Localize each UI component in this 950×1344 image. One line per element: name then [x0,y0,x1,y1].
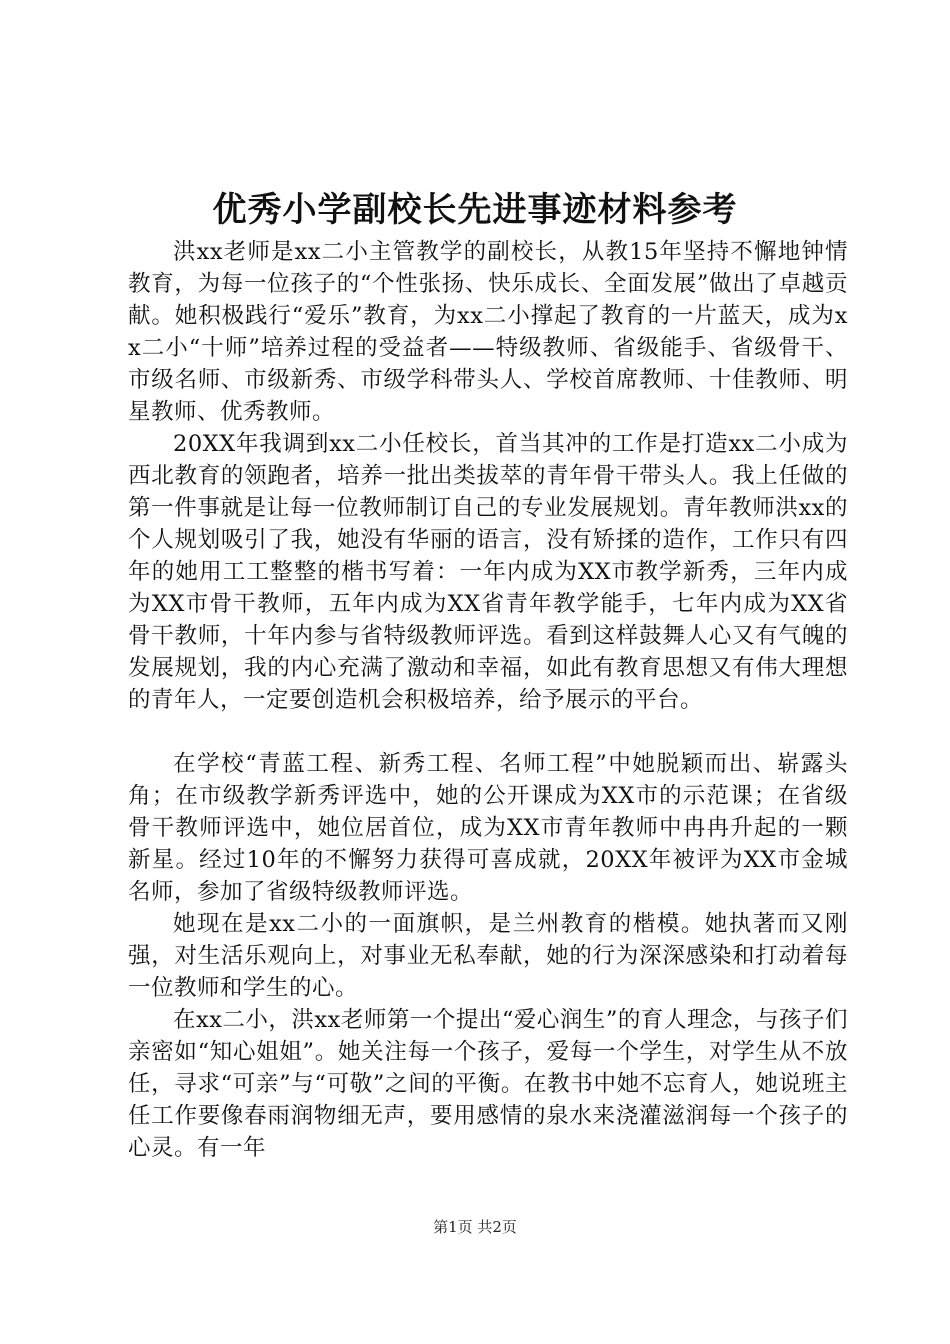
paragraph-1: 洪xx老师是xx二小主管教学的副校长，从教15年坚持不懈地钟情教育，为每一位孩子的“个性张扬、快乐成长、全面发展”做出了卓越贡献。她积极践行“爱乐”教育，为xx二小撑起了教育的一片蓝天，成为xx二小“十师”培养过程的受益者——特级教师、省级能手、省级骨干、市级名师、市级新秀、市级学科带头人、学校首席教师、十佳教师、明星教师、优秀教师。 [128,239,848,425]
page-number-footer: 第1页 共2页 [433,1218,517,1236]
paragraph-4: 她现在是xx二小的一面旗帜，是兰州教育的楷模。她执著而又刚强，对生活乐观向上，对事业无私奉献，她的行为深深感染和打动着每一位教师和学生的心。 [128,911,848,1001]
paragraph-5: 在xx二小，洪xx老师第一个提出“爱心润生”的育人理念，与孩子们亲密如“知心姐姐”。她关注每一个孩子，爱每一个学生，对学生从不放任，寻求“可亲”与“可敬”之间的平衡。在教书中她不忘育人，她说班主任工作要像春雨润物细无声，要用感情的泉水来浇灌滋润每一个孩子的心灵。有一年 [128,1007,848,1161]
paragraph-2: 20XX年我调到xx二小任校长，首当其冲的工作是打造xx二小成为西北教育的领跑者，培养一批出类拔萃的青年骨干带头人。我上任做的第一件事就是让每一位教师制订自己的专业发展规划。青年教师洪xx的个人规划吸引了我，她没有华丽的语言，没有矫揉的造作，工作只有四年的她用工工整整的楷书写着：一年内成为XX市教学新秀，三年内成为XX市骨干教师，五年内成为XX省青年教学能手，七年内成为XX省骨干教师，十年内参与省特级教师评选。看到这样鼓舞人心又有气魄的发展规划，我的内心充满了激动和幸福，如此有教育思想又有伟大理想的青年人，一定要创造机会积极培养，给予展示的平台。 [128,431,848,713]
paragraph-3: 在学校“青蓝工程、新秀工程、名师工程”中她脱颖而出、崭露头角；在市级教学新秀评选中，她的公开课成为XX市的示范课；在省级骨干教师评选中，她位居首位，成为XX市青年教师中冉冉升起的一颗新星。经过10年的不懈努力获得可喜成就，20XX年被评为XX市金城名师，参加了省级特级教师评选。 [128,751,848,905]
document-body [128,236,848,1164]
document-title: 优秀小学副校长先进事迹材料参考 [212,190,738,230]
